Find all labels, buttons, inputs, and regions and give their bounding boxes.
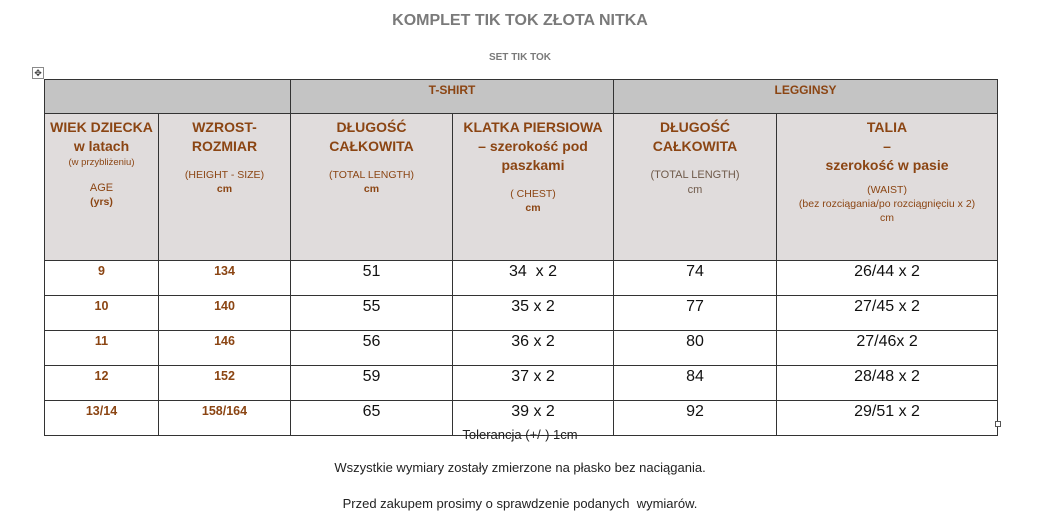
cell-chest: 34 x 2	[453, 261, 614, 296]
cell-chest: 37 x 2	[453, 366, 614, 401]
group-label-tshirt: T-SHIRT	[428, 83, 476, 97]
age-header-note: (w przybliżeniu)	[68, 157, 135, 168]
leggins-length-header-line2: CAŁKOWITA	[652, 138, 738, 154]
waist-header-line3: szerokość w pasie	[825, 157, 949, 173]
leggins-length-header-line1: DŁUGOŚĆ	[660, 119, 731, 135]
cell-leggins-length: 74	[614, 261, 777, 296]
cell-height: 158/164	[159, 401, 291, 436]
cell-leggins-length: 92	[614, 401, 777, 436]
cell-leggins-length: 77	[614, 296, 777, 331]
table-row	[45, 261, 998, 296]
table-row	[45, 296, 998, 331]
group-header-row	[45, 80, 998, 114]
cell-waist: 28/48 x 2	[777, 366, 998, 401]
table-row	[45, 366, 998, 401]
leggins-length-header-en: (TOTAL LENGTH)	[650, 169, 740, 181]
column-header-age	[45, 114, 159, 261]
cell-chest: 39 x 2	[453, 401, 614, 436]
cell-height: 152	[159, 366, 291, 401]
table-row	[45, 331, 998, 366]
group-header-empty	[45, 80, 291, 114]
group-label-leggins: LEGGINSY	[774, 83, 837, 97]
cell-tshirt-length: 59	[291, 366, 453, 401]
waist-header-line1: TALIA	[866, 119, 908, 135]
cell-chest: 35 x 2	[453, 296, 614, 331]
chest-header-unit: cm	[525, 202, 541, 214]
column-header-height	[159, 114, 291, 261]
size-table	[44, 79, 998, 436]
cell-age: 11	[45, 331, 159, 366]
age-header-line2: w latach	[73, 138, 130, 154]
measurement-note: Wszystkie wymiary zostały zmierzone na płasko bez naciągania.	[334, 460, 706, 475]
cell-tshirt-length: 51	[291, 261, 453, 296]
cell-height: 140	[159, 296, 291, 331]
column-header-tshirt-length	[291, 114, 453, 261]
waist-header-note: (bez rozciągania/po rozciągnięciu x 2)	[798, 198, 976, 210]
cell-tshirt-length: 56	[291, 331, 453, 366]
cell-height: 146	[159, 331, 291, 366]
chest-header-line1: KLATKA PIERSIOWA	[463, 119, 603, 135]
chest-header-en: ( CHEST)	[510, 188, 556, 200]
column-header-chest	[453, 114, 614, 261]
waist-header-en: (WAIST)	[867, 184, 907, 196]
cell-age: 10	[45, 296, 159, 331]
tshirt-length-header-unit: cm	[363, 183, 380, 195]
height-header-en: (HEIGHT - SIZE)	[184, 169, 265, 181]
chest-header-line2: – szerokość pod	[478, 138, 588, 154]
height-header-unit: cm	[216, 183, 233, 195]
waist-header-unit: cm	[880, 212, 895, 224]
cell-leggins-length: 84	[614, 366, 777, 401]
age-header-en1: AGE	[89, 182, 114, 194]
cell-waist: 26/44 x 2	[777, 261, 998, 296]
column-header-row	[45, 114, 998, 261]
cell-age: 9	[45, 261, 159, 296]
waist-header-line2: –	[883, 138, 891, 154]
age-header-line1: WIEK DZIECKA	[50, 119, 153, 135]
document-subtitle: SET TIK TOK	[488, 52, 552, 63]
height-header-line2: ROZMIAR	[191, 138, 258, 154]
cell-waist: 27/45 x 2	[777, 296, 998, 331]
column-header-waist	[777, 114, 998, 261]
tolerance-note: Tolerancja (+/-) 1cm	[462, 427, 578, 442]
cell-age: 13/14	[45, 401, 159, 436]
height-header-line1: WZROST-	[192, 119, 257, 135]
cell-waist: 29/51 x 2	[777, 401, 998, 436]
cell-leggins-length: 80	[614, 331, 777, 366]
tshirt-length-header-line2: CAŁKOWITA	[329, 138, 414, 154]
group-header-leggins	[614, 80, 998, 114]
cell-height: 134	[159, 261, 291, 296]
chest-header-line3: paszkami	[501, 157, 565, 173]
tshirt-length-header-line1: DŁUGOŚĆ	[336, 119, 407, 135]
group-header-tshirt	[291, 80, 614, 114]
tshirt-length-header-en: (TOTAL LENGTH)	[329, 169, 414, 181]
document-title: KOMPLET TIK TOK ZŁOTA NITKA	[392, 12, 648, 29]
column-header-leggins-length	[614, 114, 777, 261]
age-header-en2: (yrs)	[90, 196, 113, 208]
cell-tshirt-length: 65	[291, 401, 453, 436]
cell-age: 12	[45, 366, 159, 401]
table-move-icon[interactable]: ✥	[32, 67, 44, 79]
cell-tshirt-length: 55	[291, 296, 453, 331]
cell-chest: 36 x 2	[453, 331, 614, 366]
leggins-length-header-unit: cm	[687, 184, 703, 196]
cell-waist: 27/46x 2	[777, 331, 998, 366]
purchase-note: Przed zakupem prosimy o sprawdzenie podanych wymiarów.	[342, 496, 698, 511]
